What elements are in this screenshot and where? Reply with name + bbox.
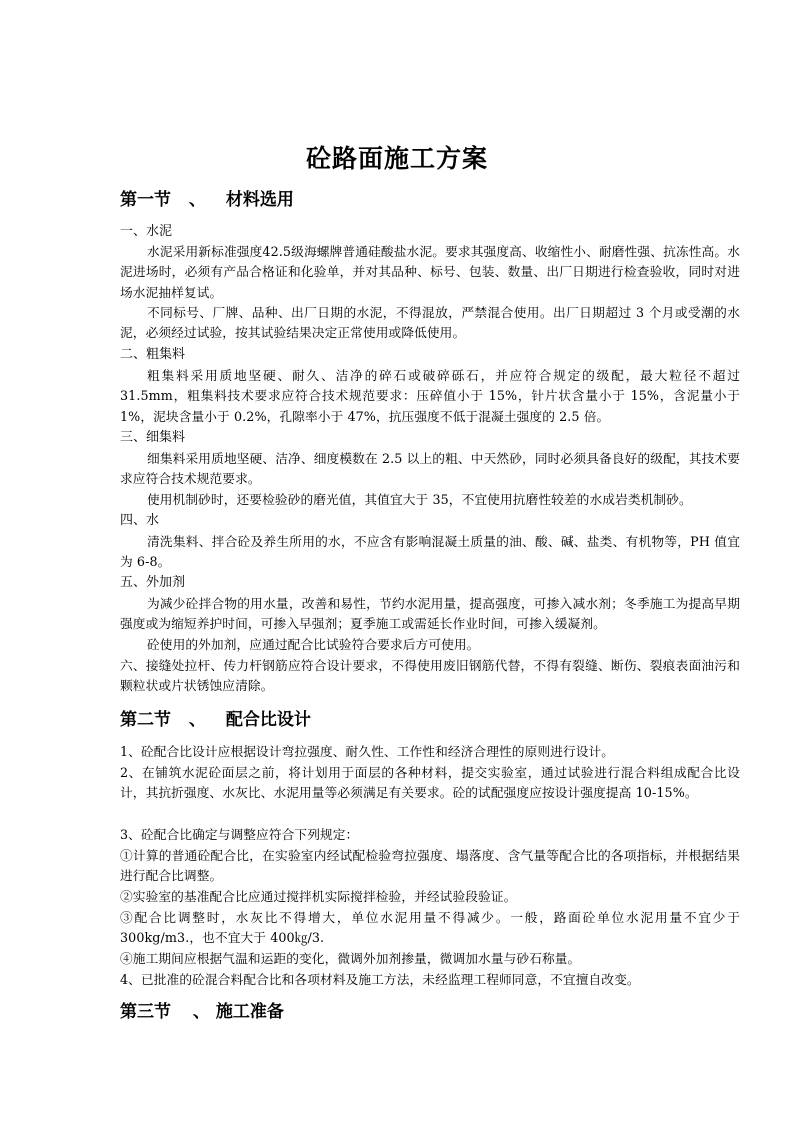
rebar-paragraph: 六、接缝处拉杆、传力杆钢筋应符合设计要求，不得使用废旧钢筋代替，不得有裂缝、断伤、裂痕表面油污和颗粒状或片状锈蚀应清除。 xyxy=(120,658,740,694)
section-1-name: 材料选用 xyxy=(225,190,294,210)
section-2-heading xyxy=(120,708,311,732)
fine-aggregate-paragraph-2: 使用机制砂时，还要检验砂的磨光值，其值宜大于 35，不宜使用抗磨性较差的水成岩类机制砂。 xyxy=(147,492,692,507)
fine-aggregate-paragraph-1: 细集料采用质地坚硬、洁净、细度模数在 2.5 以上的粗、中天然砂，同时必须具备良好的级配，其技术要求应符合技术规范要求。 xyxy=(120,451,740,487)
section-3-heading xyxy=(120,1000,284,1024)
coarse-aggregate-paragraph: 粗集料采用质地坚硬、耐久、洁净的碎石或破碎砾石，并应符合规定的级配，最大粒径不超过 31.5mm，粗集料技术要求应符合技术规范要求：压碎值小于 15%，针片状含量小于 15%，含泥量小于 1%，泥块含量小于 0.2%，孔隙率小于 47%，抗压强度不低于混凝土强度的 2.5 倍。 xyxy=(120,368,740,424)
page-title: 砼路面施工方案 xyxy=(305,144,488,173)
mix-design-item-1: 1、砼配合比设计应根据设计弯拉强度、耐久性、工作性和经济合理性的原则进行设计。 xyxy=(120,744,615,759)
coarse-aggregate-heading: 二、粗集料 xyxy=(120,347,186,362)
section-1-separator: 、 xyxy=(188,190,206,210)
section-2-name: 配合比设计 xyxy=(225,710,311,730)
mix-design-item-3d: ④施工期间应根据气温和运距的变化，微调外加剂掺量，微调加水量与砂石称量。 xyxy=(120,951,581,966)
cement-heading: 一、水泥 xyxy=(120,224,173,239)
cement-paragraph-2: 不同标号、厂牌、品种、出厂日期的水泥，不得混放，严禁混合使用。出厂日期超过 3 个月或受潮的水泥，必须经过试验，按其试验结果决定正常使用或降低使用。 xyxy=(120,305,740,341)
mix-design-item-3: 3、砼配合比确定与调整应符合下列规定： xyxy=(120,827,359,842)
fine-aggregate-heading: 三、细集料 xyxy=(120,430,186,445)
mix-design-item-4: 4、已批准的砼混合料配合比和各项材料及施工方法，未经监理工程师同意，不宜擅自改变。 xyxy=(120,972,640,987)
mix-design-item-3a: ①计算的普通砼配合比，在实验室内经试配检验弯拉强度、塌落度、含气量等配合比的各项指标，并根据结果进行配合比调整。 xyxy=(120,848,740,884)
section-2-number: 第二节 xyxy=(120,710,171,730)
admixture-heading: 五、外加剂 xyxy=(120,575,186,590)
mix-design-item-3c: ③配合比调整时，水灰比不得增大，单位水泥用量不得减少。一般，路面砼单位水泥用量不宜少于 300kg/m3.，也不宜大于 400㎏/3. xyxy=(120,910,740,946)
section-3-separator: 、 xyxy=(192,1002,210,1022)
section-2-separator: 、 xyxy=(188,710,206,730)
section-1-number: 第一节 xyxy=(120,190,171,210)
section-1-heading xyxy=(120,188,294,212)
admixture-paragraph-2: 砼使用的外加剂，应通过配合比试验符合要求后方可使用。 xyxy=(147,637,480,652)
section-3-number: 第三节 xyxy=(120,1002,171,1022)
admixture-paragraph-1: 为减少砼拌合物的用水量，改善和易性，节约水泥用量，提高强度，可掺入减水剂；冬季施工为提高早期强度或为缩短养护时间，可掺入早强剂；夏季施工或需延长作业时间，可掺入缓凝剂。 xyxy=(120,596,740,632)
cement-paragraph-1: 水泥采用新标准强度42.5级海螺牌普通硅酸盐水泥。要求其强度高、收缩性小、耐磨性强、抗冻性高。水泥进场时，必须有产品合格证和化验单，并对其品种、标号、包装、数量、出厂日期进行检查验收，同时对进场水泥抽样复试。 xyxy=(120,244,740,300)
water-heading: 四、水 xyxy=(120,513,160,528)
mix-design-item-3b: ②实验室的基准配合比应通过搅拌机实际搅拌检验，并经试验段验证。 xyxy=(120,889,517,904)
section-3-name: 施工准备 xyxy=(215,1002,284,1022)
water-paragraph: 清洗集料、拌合砼及养生所用的水，不应含有影响混凝土质量的油、酸、碱、盐类、有机物等，PH 值宜为 6-8。 xyxy=(120,534,740,570)
mix-design-item-2: 2、在铺筑水泥砼面层之前，将计划用于面层的各种材料，提交实验室，通过试验进行混合料组成配合比设计，其抗折强度、水灰比、水泥用量等必须满足有关要求。砼的试配强度应按设计强度提高 10-15%。 xyxy=(120,765,740,801)
